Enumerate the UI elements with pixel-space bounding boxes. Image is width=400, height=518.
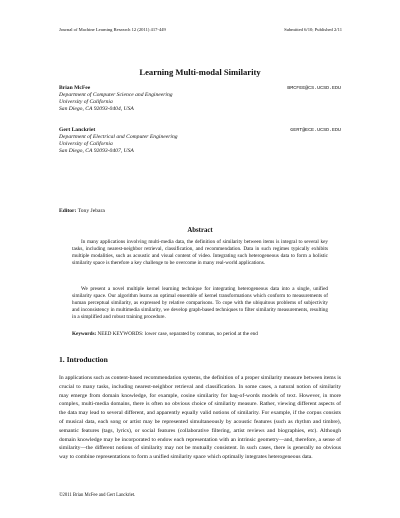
author-name: Brian McFee bbox=[59, 85, 91, 91]
journal-header: Journal of Machine Learning Research 12 (2011) 417-449 bbox=[59, 27, 166, 32]
author-university: University of California bbox=[59, 99, 113, 106]
section-heading: 1. Introduction bbox=[59, 355, 108, 364]
author-department: Department of Computer Science and Engineering bbox=[59, 92, 173, 99]
author-address: San Diego, CA 92093-0407, USA bbox=[59, 148, 134, 155]
abstract-heading: Abstract bbox=[187, 227, 213, 234]
author-name: Gert Lanckriet bbox=[59, 127, 96, 133]
abstract-paragraph: In many applications involving multi-media data, the definition of similarity between items is integral to several key tasks, including nearest-neighbor retrieval, classification, and recommendation. Data in such regimes typically exhibits multiple modalities, such as acoustic and visual content of video. Integrating such heterogeneous data to form a holistic similarity space is therefore a key challenge to be overcome in many real-world applications. bbox=[72, 239, 328, 267]
author-department: Department of Electrical and Computer Engineering bbox=[59, 134, 178, 141]
submission-dates: Submitted 6/10; Published 2/11 bbox=[284, 27, 342, 32]
editor-name: Tony Jebara bbox=[77, 208, 105, 214]
author-email: GERT@ECE.UCSD.EDU bbox=[290, 128, 341, 133]
author-email: BMCFEE@CS.UCSD.EDU bbox=[287, 86, 341, 91]
abstract-paragraph: We present a novel multiple kernel learning technique for integrating heterogeneous data into a single, unified similarity space. Our algorithm learns an optimal ensemble of kernel transformations which conform to measurements of human perceptual similarity, as expressed by relative comparisons. To cope with the ubiquitous problems of subjectivity and inconsistency in multimedia similarity, we develop graph-based techniques to filter similarity measurements, resulting in a simplified and robust training procedure. bbox=[72, 286, 328, 321]
abstract-body bbox=[72, 286, 328, 321]
abstract-body bbox=[72, 239, 328, 267]
author-address: San Diego, CA 92093-0404, USA bbox=[59, 106, 134, 113]
introduction-body bbox=[59, 374, 341, 462]
keywords-label: Keywords: bbox=[72, 331, 97, 337]
editor-line bbox=[59, 208, 105, 215]
copyright-footer: ©2011 Brian McFee and Gert Lanckriet. bbox=[59, 493, 136, 498]
author-university: University of California bbox=[59, 141, 113, 148]
author-block bbox=[59, 127, 341, 155]
intro-paragraph: In applications such as content-based recommendation systems, the definition of a proper similarity measure between items is crucial to many tasks, including nearest-neighbor retrieval and classification. In some cases, a natural notion of similarity may emerge from domain knowledge, for example, cosine similarity for bag-of-words models of text. However, in more complex, multi-media domains, there is often no obvious choice of similarity measure. Rather, viewing different aspects of the data may lead to several different, and apparently equally valid notions of similarity. For example, if the corpus consists of musical data, each song or artist may be represented simultaneously by acoustic features (such as rhythm and timbre), semantic features (tags, lyrics), or social features (collaborative filtering, artist reviews and biographies, etc). Although domain knowledge may be incorporated to endow each representation with an intrinsic geometry—and, therefore, a sense of similarity—the different notions of similarity may not be mutually consistent. In such cases, there is generally no obvious way to combine representations to form a unified similarity space which optimally integrates heterogeneous data. bbox=[59, 375, 341, 461]
keywords-text: NEED KEYWORDS: lower case, separated by commas, no period at the end bbox=[97, 331, 258, 337]
paper-title: Learning Multi-modal Similarity bbox=[139, 67, 261, 77]
keywords-line bbox=[72, 331, 328, 338]
editor-label: Editor: bbox=[59, 208, 77, 214]
author-block bbox=[59, 85, 341, 113]
